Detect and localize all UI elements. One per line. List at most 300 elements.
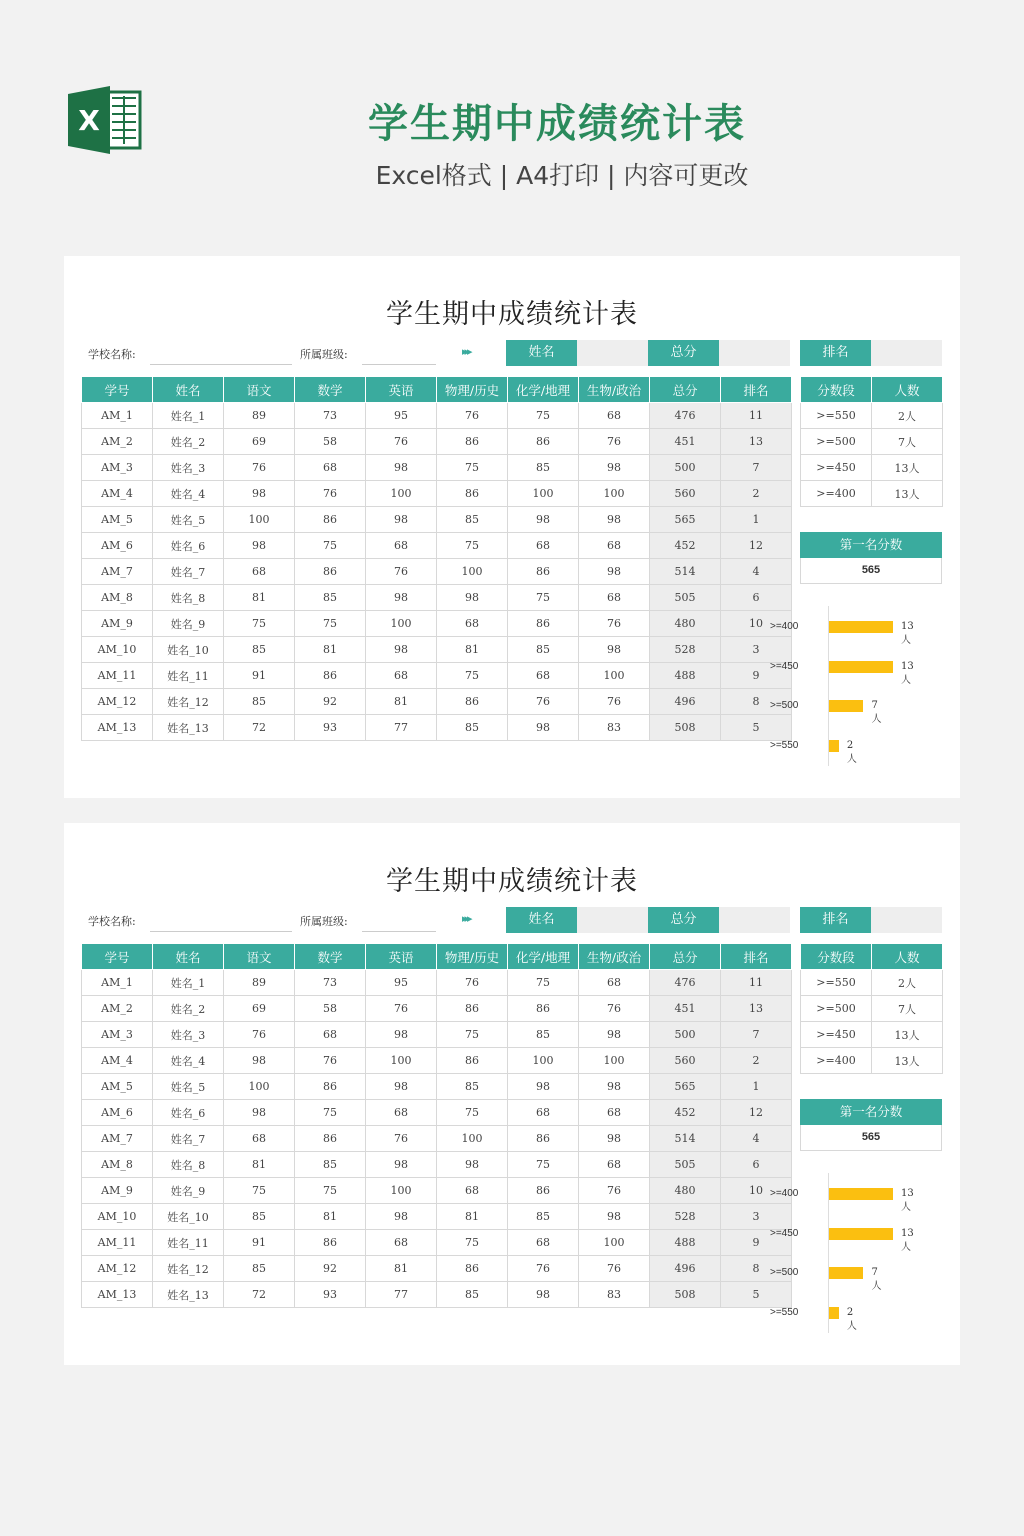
table-cell[interactable]: 86 bbox=[508, 559, 579, 585]
table-cell[interactable]: AM_13 bbox=[82, 715, 153, 741]
table-cell[interactable]: 451 bbox=[650, 429, 721, 455]
table-cell[interactable]: 76 bbox=[295, 1048, 366, 1074]
table-cell[interactable]: 3 bbox=[721, 637, 792, 663]
table-cell[interactable]: 98 bbox=[579, 507, 650, 533]
table-cell[interactable]: 69 bbox=[224, 429, 295, 455]
table-cell[interactable]: 68 bbox=[579, 970, 650, 996]
table-row[interactable] bbox=[82, 637, 792, 663]
table-cell[interactable]: 98 bbox=[366, 1022, 437, 1048]
table-cell[interactable]: 11 bbox=[721, 970, 792, 996]
table-cell[interactable]: 姓名_7 bbox=[153, 559, 224, 585]
table-cell[interactable]: 11 bbox=[721, 403, 792, 429]
table-cell[interactable]: 100 bbox=[366, 611, 437, 637]
table-row[interactable] bbox=[82, 1282, 792, 1308]
table-cell[interactable]: 4 bbox=[721, 559, 792, 585]
table-cell[interactable]: 姓名_7 bbox=[153, 1126, 224, 1152]
table-cell[interactable]: 75 bbox=[295, 611, 366, 637]
table-cell[interactable]: 68 bbox=[579, 1152, 650, 1178]
table-cell[interactable]: 姓名_1 bbox=[153, 403, 224, 429]
table-cell[interactable]: 68 bbox=[579, 403, 650, 429]
table-cell[interactable]: 86 bbox=[437, 1048, 508, 1074]
table-row[interactable] bbox=[82, 715, 792, 741]
table-cell[interactable]: 68 bbox=[579, 585, 650, 611]
table-cell[interactable]: 7 bbox=[721, 455, 792, 481]
table-cell[interactable]: 500 bbox=[650, 1022, 721, 1048]
table-row[interactable] bbox=[82, 689, 792, 715]
table-cell[interactable]: AM_4 bbox=[82, 1048, 153, 1074]
table-cell[interactable]: 98 bbox=[579, 1074, 650, 1100]
table-cell[interactable]: AM_1 bbox=[82, 403, 153, 429]
table-cell[interactable]: 76 bbox=[508, 689, 579, 715]
table-cell[interactable]: 505 bbox=[650, 585, 721, 611]
table-cell[interactable]: 76 bbox=[224, 1022, 295, 1048]
table-cell[interactable]: 81 bbox=[366, 1256, 437, 1282]
table-cell[interactable]: 68 bbox=[366, 1100, 437, 1126]
table-row[interactable] bbox=[82, 1204, 792, 1230]
table-cell[interactable]: 488 bbox=[650, 663, 721, 689]
table-cell[interactable]: 98 bbox=[508, 507, 579, 533]
table-cell[interactable]: 73 bbox=[295, 403, 366, 429]
table-cell[interactable]: 76 bbox=[224, 455, 295, 481]
table-cell[interactable]: 85 bbox=[224, 689, 295, 715]
table-cell[interactable]: 100 bbox=[224, 507, 295, 533]
table-cell[interactable]: AM_12 bbox=[82, 1256, 153, 1282]
table-cell[interactable]: AM_7 bbox=[82, 559, 153, 585]
table-cell[interactable]: 100 bbox=[366, 1178, 437, 1204]
table-row[interactable] bbox=[82, 1152, 792, 1178]
table-row[interactable] bbox=[82, 403, 792, 429]
table-cell[interactable]: 58 bbox=[295, 429, 366, 455]
table-cell[interactable]: 81 bbox=[295, 1204, 366, 1230]
table-cell[interactable]: 1 bbox=[721, 507, 792, 533]
table-cell[interactable]: 姓名_4 bbox=[153, 481, 224, 507]
table-row[interactable] bbox=[82, 970, 792, 996]
table-row[interactable] bbox=[82, 481, 792, 507]
table-cell[interactable]: 86 bbox=[508, 1126, 579, 1152]
table-cell[interactable]: 100 bbox=[508, 1048, 579, 1074]
table-row[interactable] bbox=[82, 1074, 792, 1100]
table-cell[interactable]: 75 bbox=[437, 1100, 508, 1126]
table-cell[interactable]: 85 bbox=[508, 1022, 579, 1048]
table-cell[interactable]: 480 bbox=[650, 611, 721, 637]
table-cell[interactable]: 姓名_12 bbox=[153, 689, 224, 715]
table-cell[interactable]: 86 bbox=[508, 1178, 579, 1204]
table-cell[interactable]: 76 bbox=[366, 559, 437, 585]
table-cell[interactable]: 81 bbox=[295, 637, 366, 663]
table-cell[interactable]: 98 bbox=[366, 637, 437, 663]
table-cell[interactable]: 505 bbox=[650, 1152, 721, 1178]
table-cell[interactable]: 98 bbox=[579, 455, 650, 481]
table-cell[interactable]: 98 bbox=[366, 1204, 437, 1230]
table-row[interactable] bbox=[82, 1022, 792, 1048]
table-cell[interactable]: 98 bbox=[579, 1022, 650, 1048]
table-cell[interactable]: 2 bbox=[721, 1048, 792, 1074]
table-cell[interactable]: 98 bbox=[224, 533, 295, 559]
table-row[interactable] bbox=[82, 996, 792, 1022]
table-cell[interactable]: 95 bbox=[366, 403, 437, 429]
table-cell[interactable]: 姓名_5 bbox=[153, 507, 224, 533]
table-cell[interactable]: AM_12 bbox=[82, 689, 153, 715]
score-band-cell: 13人 bbox=[872, 1022, 943, 1048]
table-cell[interactable]: 86 bbox=[437, 996, 508, 1022]
table-cell[interactable]: AM_5 bbox=[82, 1074, 153, 1100]
table-cell[interactable]: 姓名_8 bbox=[153, 1152, 224, 1178]
table-cell[interactable]: 508 bbox=[650, 1282, 721, 1308]
table-cell[interactable]: 83 bbox=[579, 715, 650, 741]
table-cell[interactable]: 68 bbox=[295, 1022, 366, 1048]
table-cell[interactable]: 91 bbox=[224, 1230, 295, 1256]
school-name-field[interactable] bbox=[150, 364, 292, 365]
table-cell[interactable]: 100 bbox=[437, 1126, 508, 1152]
table-cell[interactable]: 2 bbox=[721, 481, 792, 507]
table-cell[interactable]: 85 bbox=[437, 1074, 508, 1100]
table-cell[interactable]: 姓名_11 bbox=[153, 1230, 224, 1256]
table-cell[interactable]: 姓名_6 bbox=[153, 533, 224, 559]
table-cell[interactable]: 75 bbox=[295, 533, 366, 559]
table-cell[interactable]: 560 bbox=[650, 1048, 721, 1074]
table-cell[interactable]: 68 bbox=[295, 455, 366, 481]
table-cell[interactable]: 77 bbox=[366, 1282, 437, 1308]
table-cell[interactable]: 100 bbox=[366, 1048, 437, 1074]
table-cell[interactable]: 姓名_6 bbox=[153, 1100, 224, 1126]
table-cell[interactable]: 98 bbox=[224, 1100, 295, 1126]
table-cell[interactable]: 86 bbox=[437, 1256, 508, 1282]
table-cell[interactable]: 68 bbox=[224, 559, 295, 585]
table-cell[interactable]: 68 bbox=[508, 663, 579, 689]
table-cell[interactable]: 85 bbox=[508, 1204, 579, 1230]
table-cell[interactable]: 77 bbox=[366, 715, 437, 741]
table-cell[interactable]: 86 bbox=[295, 1074, 366, 1100]
table-cell[interactable]: 姓名_8 bbox=[153, 585, 224, 611]
table-cell[interactable]: AM_5 bbox=[82, 507, 153, 533]
table-cell[interactable]: AM_4 bbox=[82, 481, 153, 507]
table-cell[interactable]: AM_9 bbox=[82, 611, 153, 637]
table-cell[interactable]: 92 bbox=[295, 689, 366, 715]
table-cell[interactable]: 95 bbox=[366, 970, 437, 996]
score-band-row bbox=[801, 455, 943, 481]
table-cell[interactable]: AM_3 bbox=[82, 455, 153, 481]
table-cell[interactable]: 89 bbox=[224, 970, 295, 996]
table-cell[interactable]: 83 bbox=[579, 1282, 650, 1308]
table-row[interactable] bbox=[82, 1256, 792, 1282]
table-cell[interactable]: 100 bbox=[579, 481, 650, 507]
table-cell[interactable]: AM_11 bbox=[82, 663, 153, 689]
table-row[interactable] bbox=[82, 429, 792, 455]
table-cell[interactable]: 451 bbox=[650, 996, 721, 1022]
table-cell[interactable]: 100 bbox=[508, 481, 579, 507]
table-row[interactable] bbox=[82, 663, 792, 689]
table-cell[interactable]: 476 bbox=[650, 403, 721, 429]
table-cell[interactable]: 98 bbox=[366, 1074, 437, 1100]
table-cell[interactable]: 76 bbox=[579, 996, 650, 1022]
table-cell[interactable]: 13 bbox=[721, 996, 792, 1022]
table-cell[interactable]: 姓名_3 bbox=[153, 455, 224, 481]
class-field[interactable] bbox=[362, 931, 436, 932]
table-cell[interactable]: 85 bbox=[224, 637, 295, 663]
table-cell[interactable]: 452 bbox=[650, 533, 721, 559]
table-cell[interactable]: 93 bbox=[295, 715, 366, 741]
table-cell[interactable]: 100 bbox=[579, 1048, 650, 1074]
table-cell[interactable]: 68 bbox=[437, 1178, 508, 1204]
table-cell[interactable]: 68 bbox=[366, 663, 437, 689]
table-cell[interactable]: 68 bbox=[579, 533, 650, 559]
table-cell[interactable]: 85 bbox=[224, 1204, 295, 1230]
table-cell[interactable]: 86 bbox=[295, 1126, 366, 1152]
table-cell[interactable]: 86 bbox=[508, 996, 579, 1022]
table-cell[interactable]: AM_11 bbox=[82, 1230, 153, 1256]
table-cell[interactable]: 10 bbox=[721, 611, 792, 637]
table-cell[interactable]: 86 bbox=[295, 1230, 366, 1256]
table-cell[interactable]: 76 bbox=[579, 689, 650, 715]
table-cell[interactable]: 75 bbox=[295, 1178, 366, 1204]
table-cell[interactable]: 76 bbox=[366, 429, 437, 455]
table-cell[interactable]: 86 bbox=[508, 429, 579, 455]
table-cell[interactable]: 68 bbox=[508, 1100, 579, 1126]
table-cell[interactable]: 480 bbox=[650, 1178, 721, 1204]
table-cell[interactable]: 3 bbox=[721, 1204, 792, 1230]
table-cell[interactable]: 86 bbox=[295, 559, 366, 585]
table-cell[interactable]: 6 bbox=[721, 1152, 792, 1178]
table-cell[interactable]: 86 bbox=[295, 663, 366, 689]
table-cell[interactable]: AM_2 bbox=[82, 429, 153, 455]
column-header: 语文 bbox=[224, 944, 295, 970]
table-cell[interactable]: 58 bbox=[295, 996, 366, 1022]
table-cell[interactable]: 1 bbox=[721, 1074, 792, 1100]
table-cell[interactable]: 86 bbox=[508, 611, 579, 637]
table-cell[interactable]: 85 bbox=[437, 715, 508, 741]
table-cell[interactable]: 85 bbox=[295, 585, 366, 611]
table-row[interactable] bbox=[82, 611, 792, 637]
table-cell[interactable]: 75 bbox=[224, 611, 295, 637]
table-cell[interactable]: 86 bbox=[437, 481, 508, 507]
table-cell[interactable]: 75 bbox=[508, 1152, 579, 1178]
table-cell[interactable]: 98 bbox=[579, 637, 650, 663]
table-cell[interactable]: 姓名_10 bbox=[153, 637, 224, 663]
table-cell[interactable]: 68 bbox=[508, 1230, 579, 1256]
table-cell[interactable]: 5 bbox=[721, 1282, 792, 1308]
table-cell[interactable]: 72 bbox=[224, 1282, 295, 1308]
table-cell[interactable]: 68 bbox=[366, 1230, 437, 1256]
table-cell[interactable]: 75 bbox=[508, 585, 579, 611]
table-cell[interactable]: 496 bbox=[650, 1256, 721, 1282]
table-cell[interactable]: 76 bbox=[295, 481, 366, 507]
table-cell[interactable]: 4 bbox=[721, 1126, 792, 1152]
table-cell[interactable]: 476 bbox=[650, 970, 721, 996]
table-cell[interactable]: 92 bbox=[295, 1256, 366, 1282]
table-cell[interactable]: 81 bbox=[437, 637, 508, 663]
table-row[interactable] bbox=[82, 1126, 792, 1152]
first-place-label: 第一名分数 bbox=[800, 532, 942, 558]
table-cell[interactable]: 86 bbox=[437, 429, 508, 455]
table-cell[interactable]: 98 bbox=[579, 559, 650, 585]
table-cell[interactable]: AM_8 bbox=[82, 1152, 153, 1178]
table-cell[interactable]: AM_8 bbox=[82, 585, 153, 611]
table-cell[interactable]: 76 bbox=[579, 1256, 650, 1282]
table-cell[interactable]: 73 bbox=[295, 970, 366, 996]
table-cell[interactable]: 姓名_12 bbox=[153, 1256, 224, 1282]
table-cell[interactable]: 496 bbox=[650, 689, 721, 715]
table-cell[interactable]: 98 bbox=[224, 1048, 295, 1074]
table-cell[interactable]: 98 bbox=[366, 1152, 437, 1178]
table-cell[interactable]: 姓名_5 bbox=[153, 1074, 224, 1100]
table-cell[interactable]: 81 bbox=[224, 1152, 295, 1178]
table-cell[interactable]: 85 bbox=[295, 1152, 366, 1178]
table-cell[interactable]: 528 bbox=[650, 637, 721, 663]
table-cell[interactable]: 9 bbox=[721, 663, 792, 689]
table-row[interactable] bbox=[82, 585, 792, 611]
table-cell[interactable]: AM_10 bbox=[82, 637, 153, 663]
table-cell[interactable]: 72 bbox=[224, 715, 295, 741]
table-cell[interactable]: 76 bbox=[366, 996, 437, 1022]
table-cell[interactable]: 98 bbox=[437, 585, 508, 611]
table-cell[interactable]: 75 bbox=[437, 1022, 508, 1048]
table-cell[interactable]: 6 bbox=[721, 585, 792, 611]
score-band-cell: 7人 bbox=[872, 429, 943, 455]
table-cell[interactable]: AM_3 bbox=[82, 1022, 153, 1048]
table-cell[interactable]: 75 bbox=[508, 403, 579, 429]
table-cell[interactable]: 91 bbox=[224, 663, 295, 689]
table-cell[interactable]: 81 bbox=[366, 689, 437, 715]
table-cell[interactable]: 86 bbox=[437, 689, 508, 715]
table-cell[interactable]: AM_6 bbox=[82, 533, 153, 559]
table-cell[interactable]: 姓名_13 bbox=[153, 715, 224, 741]
table-cell[interactable]: 10 bbox=[721, 1178, 792, 1204]
table-cell[interactable]: 500 bbox=[650, 455, 721, 481]
table-cell[interactable]: 98 bbox=[508, 1074, 579, 1100]
table-cell[interactable]: 514 bbox=[650, 559, 721, 585]
table-cell[interactable]: 姓名_2 bbox=[153, 996, 224, 1022]
table-cell[interactable]: AM_2 bbox=[82, 996, 153, 1022]
table-cell[interactable]: 89 bbox=[224, 403, 295, 429]
table-row[interactable] bbox=[82, 507, 792, 533]
table-cell[interactable]: 98 bbox=[579, 1204, 650, 1230]
table-cell[interactable]: 姓名_11 bbox=[153, 663, 224, 689]
table-cell[interactable]: 75 bbox=[224, 1178, 295, 1204]
table-cell[interactable]: 75 bbox=[437, 1230, 508, 1256]
table-cell[interactable]: 69 bbox=[224, 996, 295, 1022]
table-cell[interactable]: 98 bbox=[366, 585, 437, 611]
table-cell[interactable]: 85 bbox=[437, 1282, 508, 1308]
score-band-cell: >=550 bbox=[801, 403, 872, 429]
table-row[interactable] bbox=[82, 1048, 792, 1074]
table-cell[interactable]: AM_6 bbox=[82, 1100, 153, 1126]
chart-category-label: >=550 bbox=[770, 1306, 799, 1318]
table-cell[interactable]: 488 bbox=[650, 1230, 721, 1256]
table-cell[interactable]: 68 bbox=[579, 1100, 650, 1126]
name-lookup-input[interactable] bbox=[577, 340, 648, 366]
table-cell[interactable]: 76 bbox=[579, 1178, 650, 1204]
table-cell[interactable]: 9 bbox=[721, 1230, 792, 1256]
table-cell[interactable]: 98 bbox=[224, 481, 295, 507]
table-cell[interactable]: 100 bbox=[579, 1230, 650, 1256]
table-cell[interactable]: 98 bbox=[366, 455, 437, 481]
table-cell[interactable]: 姓名_10 bbox=[153, 1204, 224, 1230]
table-cell[interactable]: 76 bbox=[508, 1256, 579, 1282]
table-cell[interactable]: 452 bbox=[650, 1100, 721, 1126]
table-cell[interactable]: 13 bbox=[721, 429, 792, 455]
table-row[interactable] bbox=[82, 1230, 792, 1256]
table-cell[interactable]: 姓名_4 bbox=[153, 1048, 224, 1074]
table-cell[interactable]: 12 bbox=[721, 533, 792, 559]
score-band-cell: >=400 bbox=[801, 1048, 872, 1074]
table-cell[interactable]: 75 bbox=[437, 663, 508, 689]
table-row[interactable] bbox=[82, 1178, 792, 1204]
table-cell[interactable]: 姓名_9 bbox=[153, 1178, 224, 1204]
table-cell[interactable]: 68 bbox=[366, 533, 437, 559]
table-row[interactable] bbox=[82, 533, 792, 559]
table-cell[interactable]: 86 bbox=[295, 507, 366, 533]
table-cell[interactable]: AM_7 bbox=[82, 1126, 153, 1152]
class-field[interactable] bbox=[362, 364, 436, 365]
table-cell[interactable]: 98 bbox=[508, 715, 579, 741]
table-cell[interactable]: 565 bbox=[650, 1074, 721, 1100]
table-cell[interactable]: 100 bbox=[437, 559, 508, 585]
table-cell[interactable]: 8 bbox=[721, 1256, 792, 1282]
table-cell[interactable]: 98 bbox=[579, 1126, 650, 1152]
table-cell[interactable]: 85 bbox=[508, 637, 579, 663]
table-row[interactable] bbox=[82, 455, 792, 481]
table-cell[interactable]: 姓名_3 bbox=[153, 1022, 224, 1048]
table-cell[interactable]: 528 bbox=[650, 1204, 721, 1230]
table-cell[interactable]: 100 bbox=[224, 1074, 295, 1100]
table-cell[interactable]: 85 bbox=[437, 507, 508, 533]
table-cell[interactable]: AM_10 bbox=[82, 1204, 153, 1230]
table-cell[interactable]: 7 bbox=[721, 1022, 792, 1048]
table-cell[interactable]: 98 bbox=[366, 507, 437, 533]
table-cell[interactable]: 75 bbox=[437, 455, 508, 481]
table-cell[interactable]: AM_13 bbox=[82, 1282, 153, 1308]
table-cell[interactable]: 98 bbox=[508, 1282, 579, 1308]
table-cell[interactable]: 68 bbox=[437, 611, 508, 637]
table-cell[interactable]: AM_9 bbox=[82, 1178, 153, 1204]
table-cell[interactable]: AM_1 bbox=[82, 970, 153, 996]
table-cell[interactable]: 81 bbox=[224, 585, 295, 611]
table-cell[interactable]: 68 bbox=[224, 1126, 295, 1152]
table-cell[interactable]: 85 bbox=[508, 455, 579, 481]
table-row[interactable] bbox=[82, 1100, 792, 1126]
table-cell[interactable]: 76 bbox=[366, 1126, 437, 1152]
table-cell[interactable]: 68 bbox=[508, 533, 579, 559]
table-cell[interactable]: 姓名_9 bbox=[153, 611, 224, 637]
table-cell[interactable]: 76 bbox=[579, 429, 650, 455]
table-cell[interactable]: 93 bbox=[295, 1282, 366, 1308]
table-row[interactable] bbox=[82, 559, 792, 585]
table-cell[interactable]: 565 bbox=[650, 507, 721, 533]
table-cell[interactable]: 75 bbox=[295, 1100, 366, 1126]
table-cell[interactable]: 75 bbox=[508, 970, 579, 996]
table-cell[interactable]: 5 bbox=[721, 715, 792, 741]
table-cell[interactable]: 姓名_13 bbox=[153, 1282, 224, 1308]
table-cell[interactable]: 12 bbox=[721, 1100, 792, 1126]
table-cell[interactable]: 514 bbox=[650, 1126, 721, 1152]
name-lookup-input[interactable] bbox=[577, 907, 648, 933]
school-name-field[interactable] bbox=[150, 931, 292, 932]
table-cell[interactable]: 76 bbox=[579, 611, 650, 637]
table-cell[interactable]: 100 bbox=[579, 663, 650, 689]
table-cell[interactable]: 8 bbox=[721, 689, 792, 715]
table-cell[interactable]: 508 bbox=[650, 715, 721, 741]
table-cell[interactable]: 76 bbox=[437, 403, 508, 429]
table-cell[interactable]: 81 bbox=[437, 1204, 508, 1230]
table-cell[interactable]: 姓名_2 bbox=[153, 429, 224, 455]
table-cell[interactable]: 75 bbox=[437, 533, 508, 559]
table-cell[interactable]: 85 bbox=[224, 1256, 295, 1282]
table-cell[interactable]: 100 bbox=[366, 481, 437, 507]
table-cell[interactable]: 560 bbox=[650, 481, 721, 507]
table-cell[interactable]: 76 bbox=[437, 970, 508, 996]
table-cell[interactable]: 姓名_1 bbox=[153, 970, 224, 996]
table-cell[interactable]: 98 bbox=[437, 1152, 508, 1178]
